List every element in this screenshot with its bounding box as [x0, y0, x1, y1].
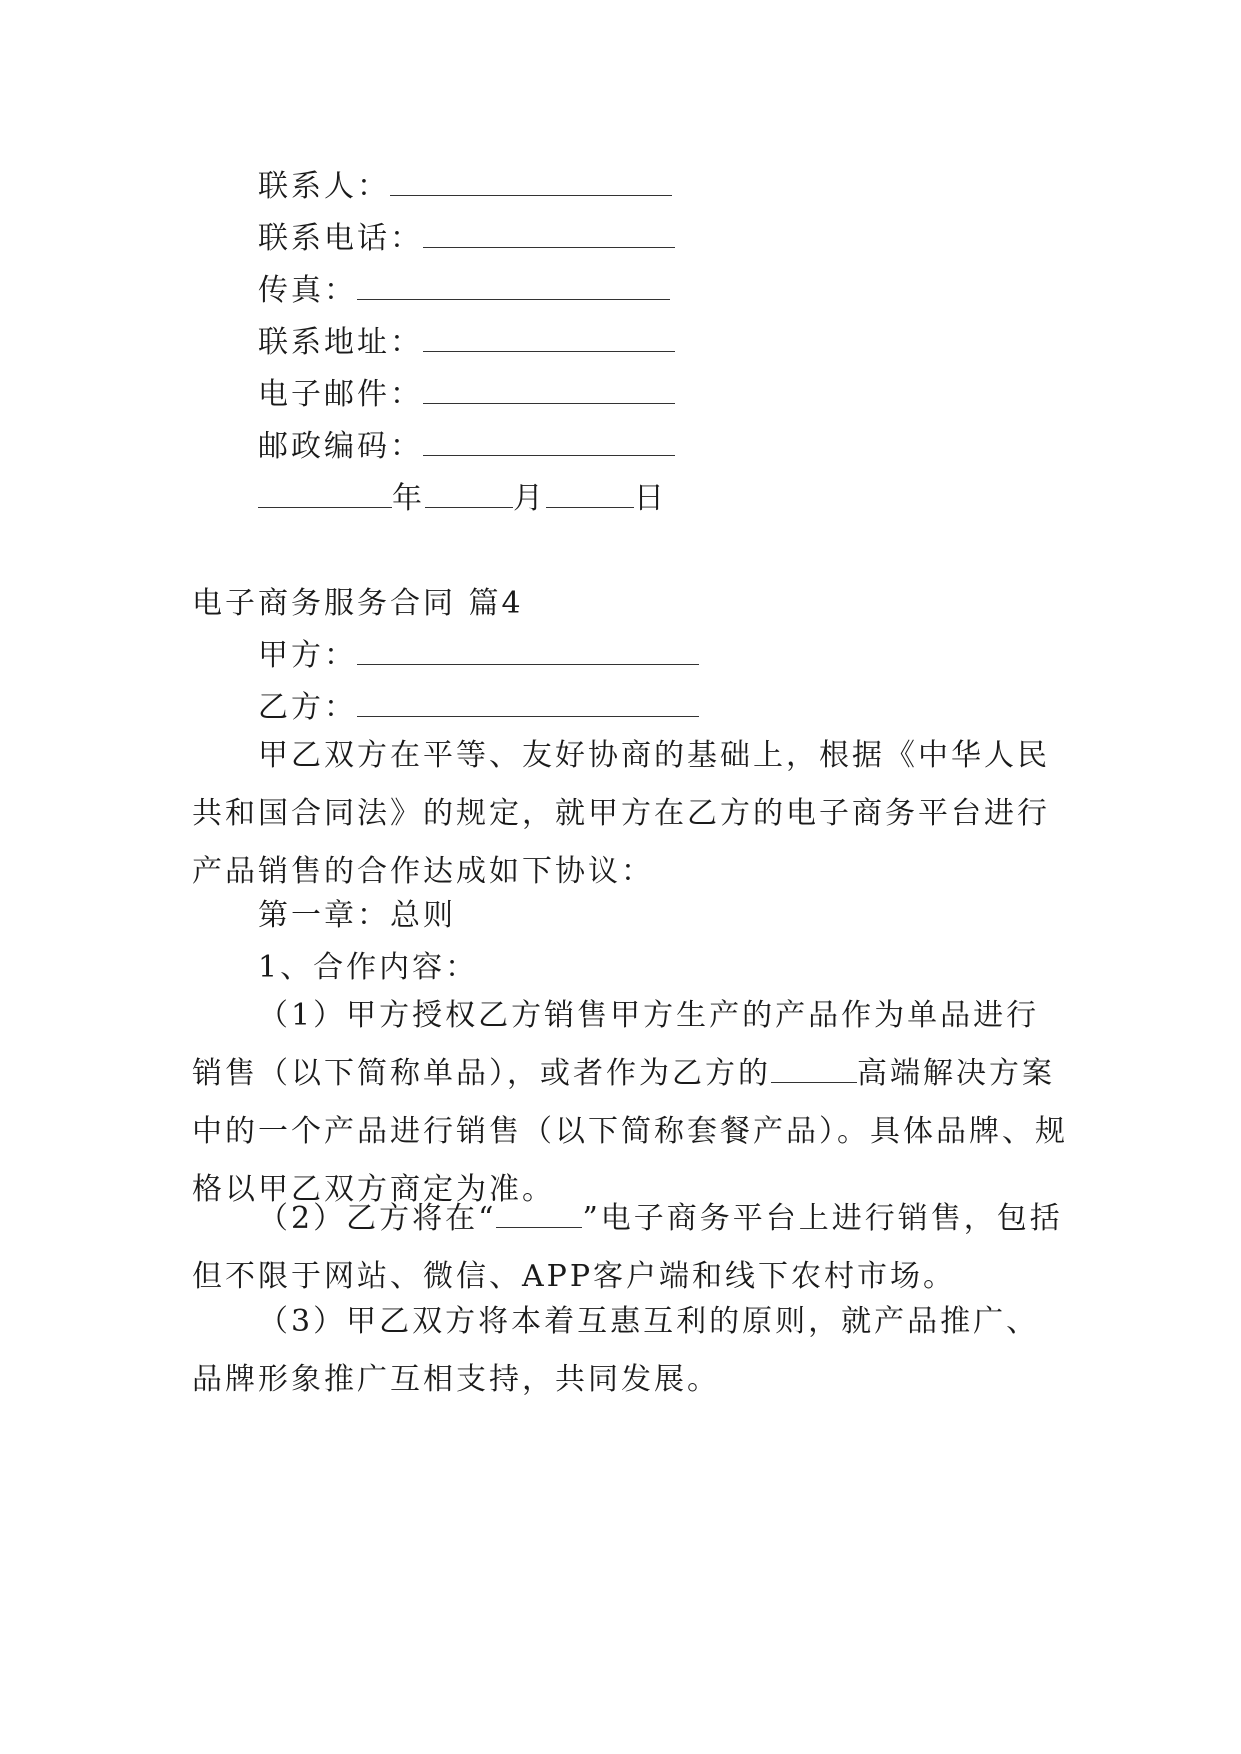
- item-text: （1）甲方授权乙方销售甲方生产的产品作为单品进行销售（以下简称单品），或者作为乙方的: [192, 998, 1040, 1091]
- item-text: ”电子商务平台上进行销售，包括但不限于网站、微信、APP客户端和线下农村市场。: [192, 1201, 1063, 1294]
- field-label: 邮政编码：: [258, 429, 423, 464]
- clause-item-1: [192, 987, 1072, 1219]
- field-label: 联系电话：: [258, 221, 423, 256]
- contact-field-address: [258, 323, 675, 363]
- blank-line: [771, 1056, 857, 1083]
- blank-line: [423, 429, 675, 456]
- party-field-b: [258, 688, 699, 728]
- day-label: 日: [634, 481, 667, 516]
- field-label: 甲方：: [258, 638, 357, 673]
- day-blank: [546, 481, 634, 508]
- clause-item-3: [192, 1293, 1072, 1409]
- field-label: 联系人：: [258, 169, 390, 204]
- blank-line: [496, 1201, 582, 1228]
- section-title: 电子商务服务合同 篇4: [192, 586, 524, 621]
- blank-line: [423, 377, 675, 404]
- contact-field-contact-person: [258, 167, 672, 207]
- chapter-title: 第一章：总则: [258, 898, 456, 933]
- blank-line: [357, 273, 670, 300]
- blank-line: [357, 638, 699, 665]
- year-blank: [258, 481, 392, 508]
- clause-item-2: [192, 1190, 1072, 1306]
- field-label: 传真：: [258, 273, 357, 308]
- item-text: 高端解决方案中的一个产品进行销售（以下简称套餐产品）。具体品牌、规格以甲乙双方商定为准。: [192, 1056, 1068, 1207]
- month-blank: [425, 481, 513, 508]
- contact-field-postcode: [258, 427, 675, 467]
- year-label: 年: [392, 481, 425, 516]
- blank-line: [357, 690, 699, 717]
- blank-line: [423, 325, 675, 352]
- blank-line: [390, 169, 672, 196]
- contact-field-email: [258, 375, 675, 415]
- contact-field-fax: [258, 271, 670, 311]
- preamble-paragraph: 甲乙双方在平等、友好协商的基础上，根据《中华人民共和国合同法》的规定，就甲方在乙方的电子商务平台进行产品销售的合作达成如下协议：: [192, 738, 1050, 889]
- item-text: （3）甲乙双方将本着互惠互利的原则，就产品推广、品牌形象推广互相支持，共同发展。: [192, 1304, 1040, 1397]
- clause-title: 1、合作内容：: [258, 950, 479, 985]
- item-text: （2）乙方将在“: [258, 1201, 497, 1236]
- date-line: [258, 479, 667, 519]
- field-label: 联系地址：: [258, 325, 423, 360]
- contact-field-phone: [258, 219, 675, 259]
- field-label: 电子邮件：: [258, 377, 423, 412]
- blank-line: [423, 221, 675, 248]
- month-label: 月: [513, 481, 546, 516]
- field-label: 乙方：: [258, 690, 357, 725]
- party-field-a: [258, 636, 699, 676]
